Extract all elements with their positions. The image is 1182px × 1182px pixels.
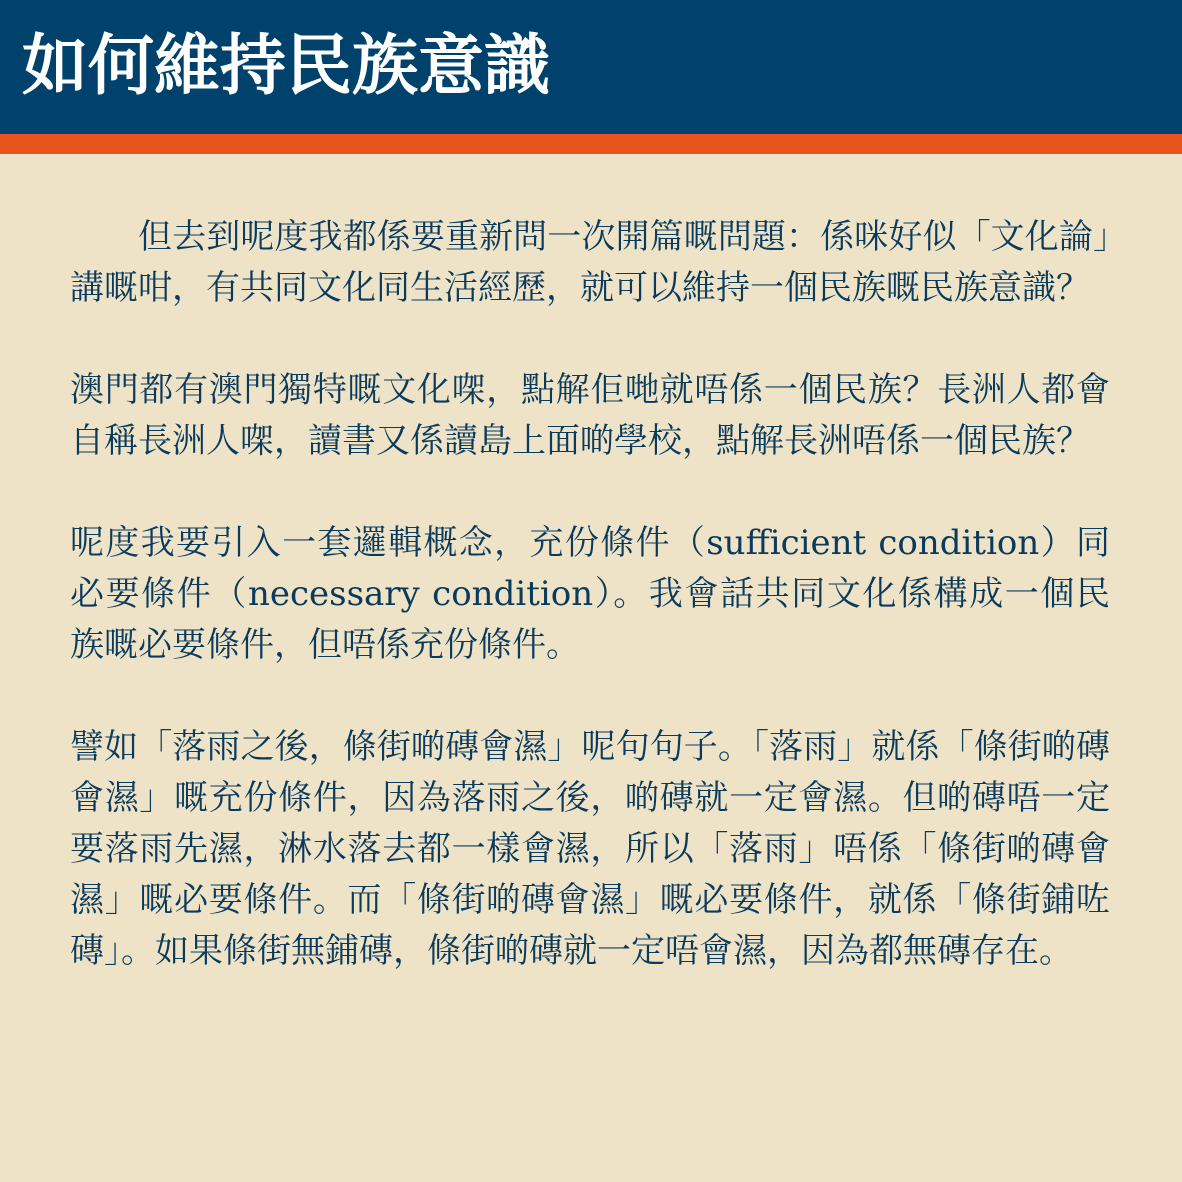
paragraph-4: 譬如「落雨之後，條街啲磚會濕」呢句句子。「落雨」就係「條街啲磚會濕」嘅充份條件，因為落雨之後，啲磚就一定會濕。但啲磚唔一定要落雨先濕，淋水落去都一樣會濕，所以「落雨」唔係「條街啲磚會濕」嘅必要條件。而「條街啲磚會濕」嘅必要條件，就係「條街鋪咗磚」。如果條街無鋪磚，條街啲磚就一定唔會濕，因為都無磚存在。 xyxy=(70,727,1110,971)
paragraph-1: 但去到呢度我都係要重新問一次開篇嘅問題：係咪好似「文化論」講嘅咁，有共同文化同生活經歷，就可以維持一個民族嘅民族意識？ xyxy=(70,217,1110,308)
paragraph-2: 澳門都有澳門獨特嘅文化㗎，點解佢哋就唔係一個民族？長洲人都會自稱長洲人㗎，讀書又係讀島上面啲學校，點解長洲唔係一個民族？ xyxy=(70,370,1110,461)
paragraph-3: 呢度我要引入一套邏輯概念，充份條件（sufficient condition）同必要條件（necessary condition）。我會話共同文化係構成一個民族嘅必要條件，但唔係充份條件。 xyxy=(70,523,1110,665)
article-body xyxy=(70,212,1110,977)
page-title: 如何維持民族意識 xyxy=(22,26,550,104)
header-bar xyxy=(0,0,1182,134)
accent-stripe xyxy=(0,134,1182,154)
